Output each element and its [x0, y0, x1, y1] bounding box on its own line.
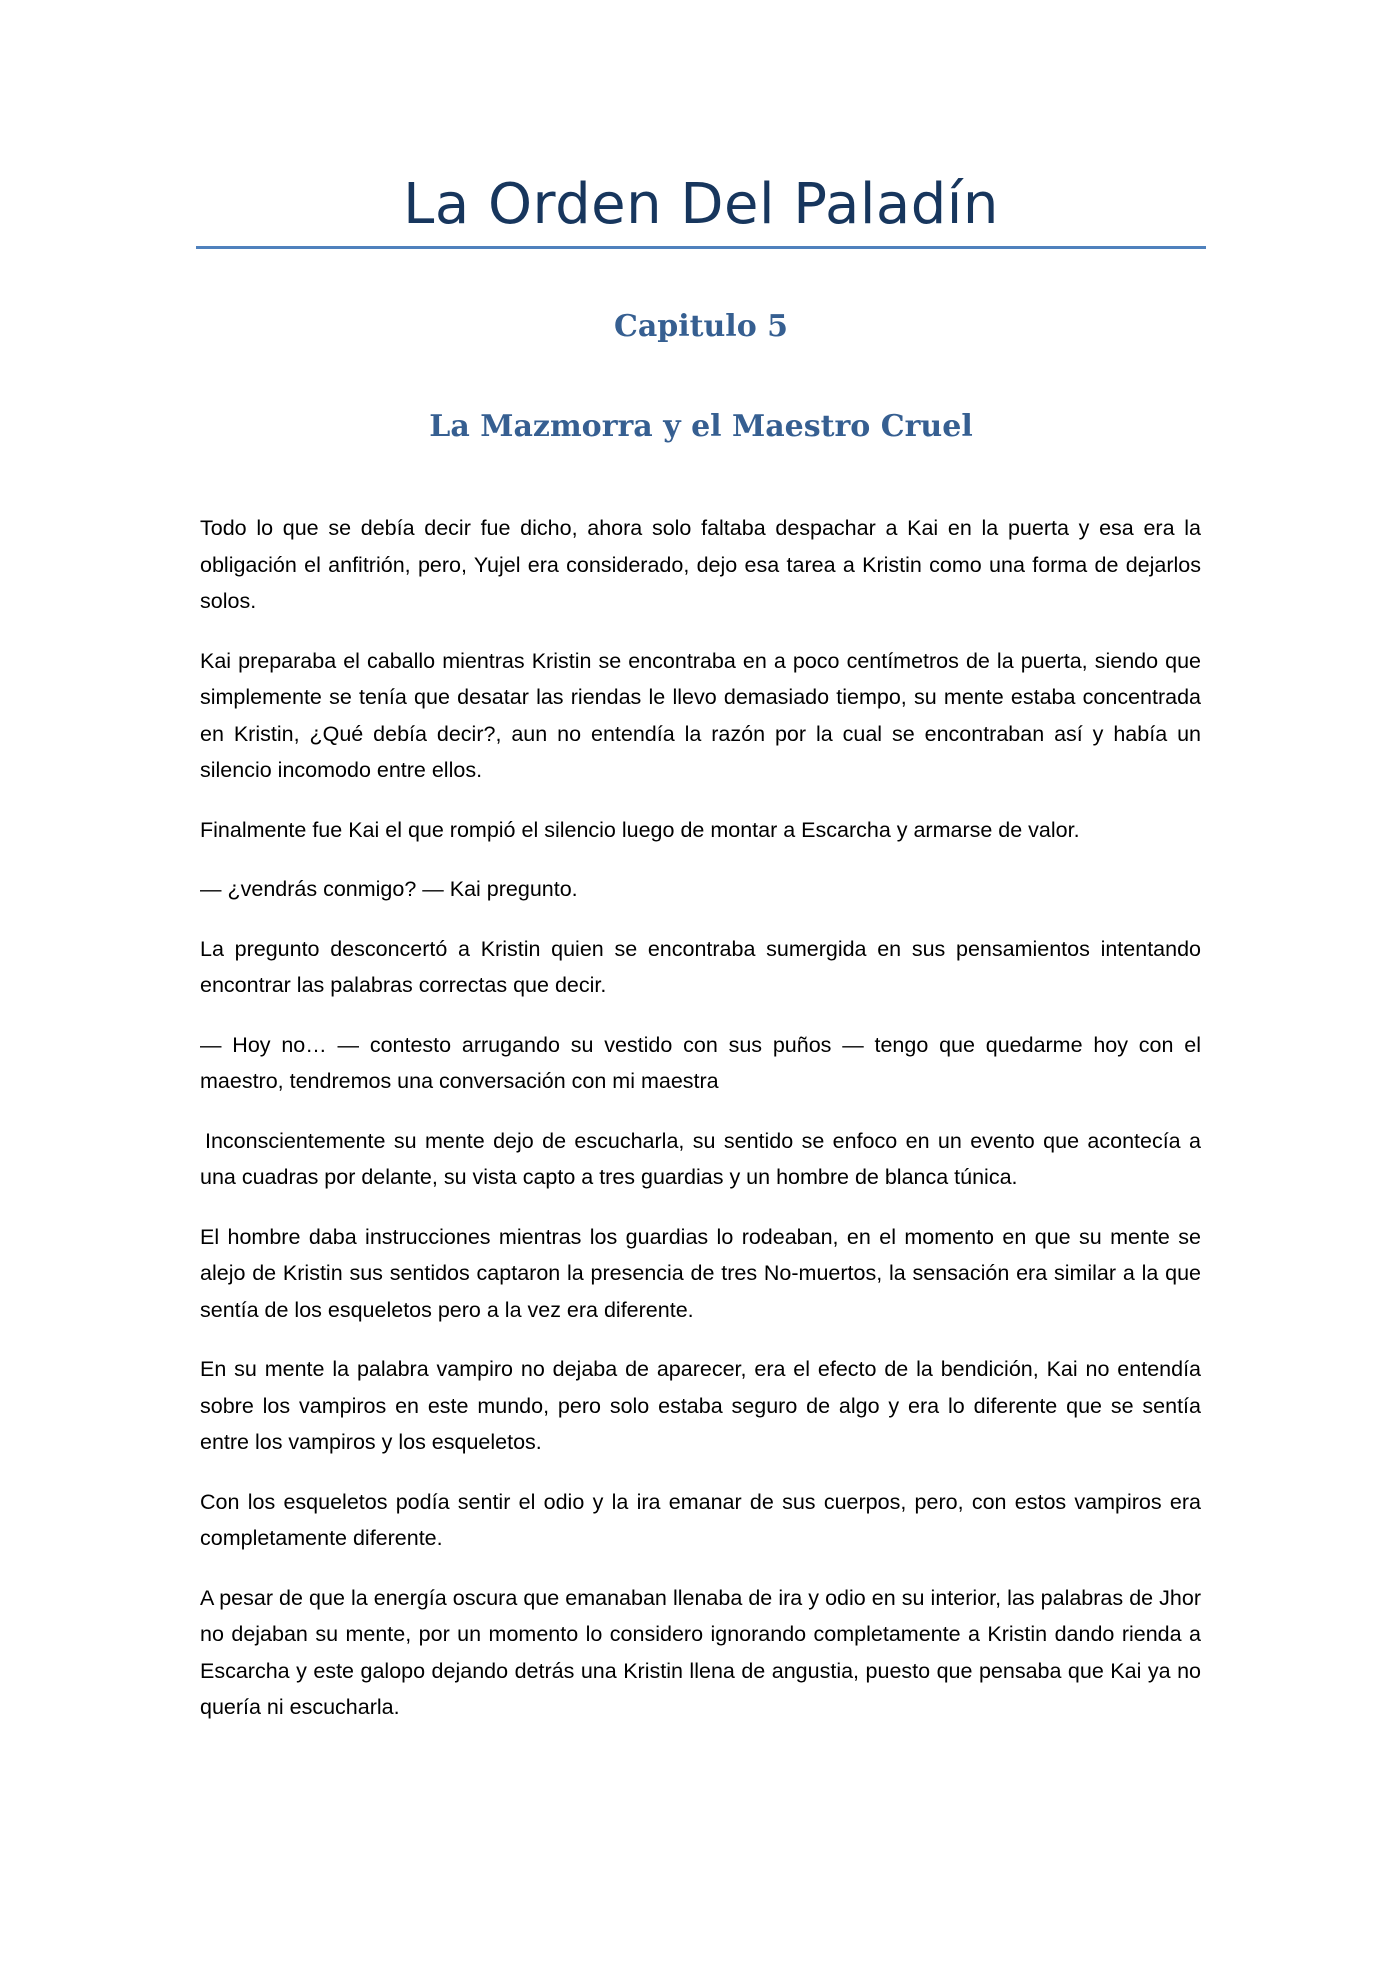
document-title: La Orden Del Paladín — [403, 172, 999, 237]
body-text — [200, 510, 1201, 1749]
title-underline-rule — [196, 246, 1206, 249]
paragraph-3: Finalmente fue Kai el que rompió el silencio luego de montar a Escarcha y armarse de valor. — [200, 817, 1080, 842]
paragraph-6-dialogue: — Hoy no… — contesto arrugando su vestido con sus puños — tengo que quedarme hoy con el maestro, tendremos una conversación con mi maestra — [200, 1032, 1201, 1093]
paragraph-9: En su mente la palabra vampiro no dejaba de aparecer, era el efecto de la bendición, Kai no entendía sobre los vampiros en este mundo, pero solo estaba seguro de algo y era lo diferente que se sentía entre los vampiros y los esqueletos. — [200, 1357, 1201, 1454]
chapter-heading: Capitulo 5 — [613, 309, 789, 344]
paragraph-5: La pregunto desconcertó a Kristin quien se encontraba sumergida en sus pensamientos intentando encontrar las palabras correctas que decir. — [200, 936, 1201, 997]
paragraph-11: A pesar de que la energía oscura que emanaban llenaba de ira y odio en su interior, las palabras de Jhor no dejaban su mente, por un momento lo considero ignorando completamente a Kristin dando rienda a Escarcha y este galopo dejando detrás una Kristin llena de angustia, puesto que pensaba que Kai ya no quería ni escucharla. — [200, 1585, 1201, 1719]
paragraph-2: Kai preparaba el caballo mientras Kristin se encontraba en a poco centímetros de la puerta, siendo que simplemente se tenía que desatar las riendas le llevo demasiado tiempo, su mente estaba concentrada en Kristin, ¿Qué debía decir?, aun no entendía la razón por la cual se encontraban así y había un silencio incomodo entre ellos. — [200, 648, 1201, 782]
chapter-title: La Mazmorra y el Maestro Cruel — [429, 409, 973, 444]
paragraph-4-dialogue: — ¿vendrás conmigo? — Kai pregunto. — [200, 877, 578, 901]
paragraph-10: Con los esqueletos podía sentir el odio y la ira emanar de sus cuerpos, pero, con estos vampiros era completamente diferente. — [200, 1489, 1201, 1550]
paragraph-7: Inconscientemente su mente dejo de escucharla, su sentido se enfoco en un evento que acontecía a una cuadras por delante, su vista capto a tres guardias y un hombre de blanca túnica. — [200, 1128, 1201, 1189]
paragraph-8: El hombre daba instrucciones mientras los guardias lo rodeaban, en el momento en que su mente se alejo de Kristin sus sentidos captaron la presencia de tres No-muertos, la sensación era similar a la que sentía de los esqueletos pero a la vez era diferente. — [200, 1224, 1201, 1322]
paragraph-1: Todo lo que se debía decir fue dicho, ahora solo faltaba despachar a Kai en la puerta y esa era la obligación el anfitrión, pero, Yujel era considerado, dejo esa tarea a Kristin como una forma de dejarlos solos. — [200, 516, 1201, 613]
